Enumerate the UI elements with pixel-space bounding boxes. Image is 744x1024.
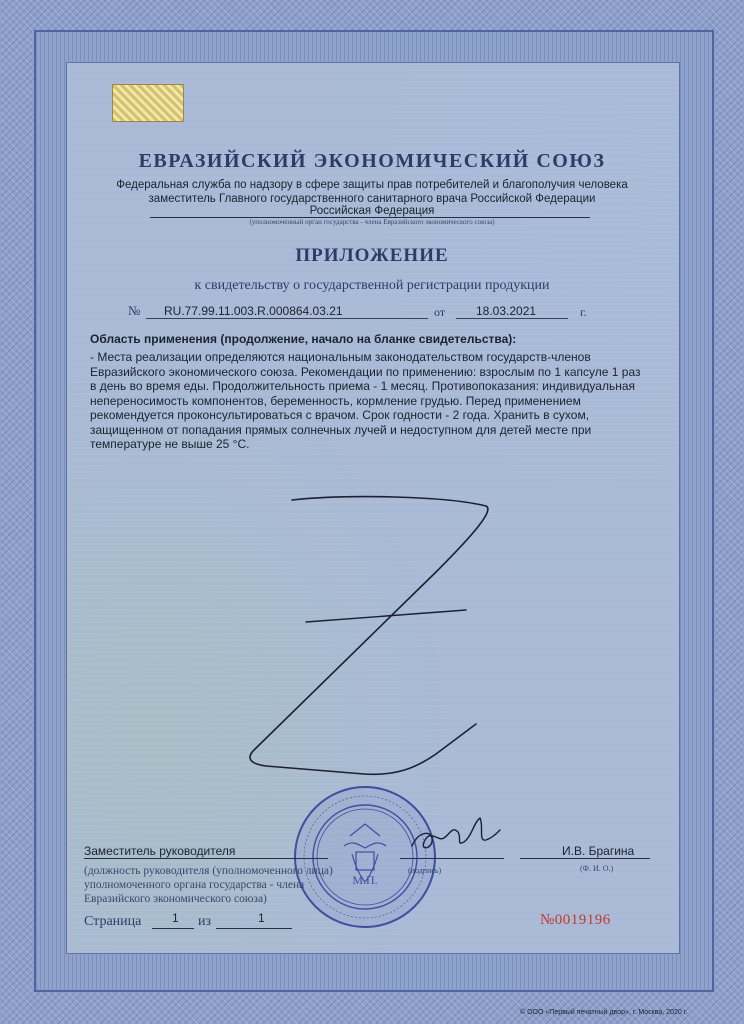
total-pages-underline [216, 928, 292, 929]
of-label: из [198, 914, 212, 929]
name-underline [520, 858, 650, 859]
page-label: Страница [84, 914, 142, 929]
date-underline [456, 318, 568, 319]
fio-caption: (Ф. И. О.) [580, 864, 614, 873]
handwritten-signature [404, 808, 504, 858]
union-title: ЕВРАЗИЙСКИЙ ЭКОНОМИЧЕСКИЙ СОЮЗ [138, 150, 606, 172]
page-number-underline [152, 928, 194, 929]
appendix-subtitle: к свидетельству о государственной регистрации продукции [194, 278, 550, 293]
agency-line-2: заместитель Главного государственного санитарного врача Российской Федерации [148, 193, 596, 205]
number-label: № [128, 303, 141, 318]
certificate-number: RU.77.99.11.003.R.000864.03.21 [164, 304, 343, 318]
scope-text: - Места реализации определяются национальным законодательством государств-членов Евразийского экономического союза. Рекомендации по применению: взрослым по 1 капсуле 1 раз в день во время еды. Продолжительность приема - 1 месяц. Противопоказания: индивидуальная непереносимость компонентов, беременность, кормление грудью. Перед применением рекомендуется проконсультироваться с врачом. Срок годности - 2 года. Хранить в сухом, защищенном от попадания прямых солнечных лучей и недоступном для детей месте при температуре не выше 25 °С. [90, 350, 641, 451]
signature-caption: (подпись) [408, 866, 442, 875]
position-underline [84, 858, 328, 859]
hologram-sticker [112, 84, 184, 122]
position-caption: (должность руководителя (уполномоченного лица) уполномоченного органа государства - члена Евразийского экономического союза) [84, 865, 333, 905]
printer-credit: © ООО «Первый печатный двор», г. Москва, 2020 г. [520, 1009, 688, 1016]
diagonal-z-mark [236, 492, 506, 792]
total-pages: 1 [258, 911, 265, 925]
year-suffix: г. [580, 305, 587, 319]
scope-heading: Область применения (продолжение, начало на бланке свидетельства): [90, 332, 517, 346]
agency-line-1: Федеральная служба по надзору в сфере защиты прав потребителей и благополучия человека [116, 179, 628, 191]
agency-caption: (уполномоченный орган государства - члена Евразийского экономического союза) [249, 218, 495, 226]
appendix-title: ПРИЛОЖЕНИЕ [295, 245, 449, 266]
agency-line-3: Российская Федерация [309, 205, 435, 217]
number-underline [146, 318, 428, 319]
signer-position: Заместитель руководителя [84, 844, 236, 858]
serial-number: №0019196 [540, 912, 611, 928]
signer-name: И.В. Брагина [562, 844, 635, 858]
svg-text:М.П.: М.П. [352, 873, 378, 887]
certificate-date: 18.03.2021 [476, 304, 537, 318]
signature-underline [400, 858, 504, 859]
page-number: 1 [172, 911, 179, 925]
date-label: от [434, 305, 446, 319]
